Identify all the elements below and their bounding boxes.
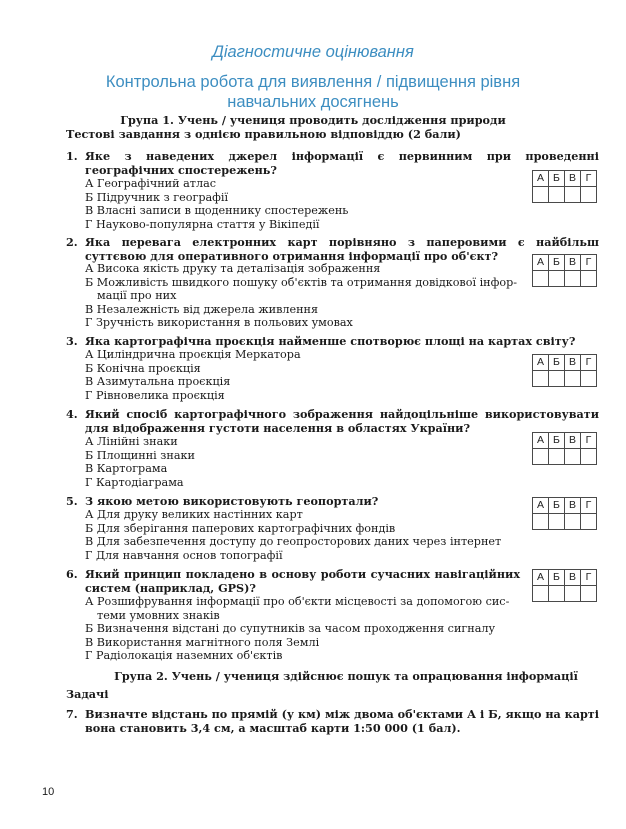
page-number: 10: [42, 786, 55, 798]
question-text: Який спосіб картографічного зображення найдоцільніше використовувати для відображення густоти населення в областях України?: [85, 407, 599, 435]
answer-letter: А: [533, 355, 549, 371]
option-a: А Розшифрування інформації про об'єкти місцевості за допомогою сис-: [85, 595, 510, 608]
answer-letter: В: [565, 570, 581, 586]
answer-grid-6: [532, 569, 597, 602]
answer-letter: А: [533, 255, 549, 271]
answer-cell[interactable]: [533, 371, 549, 387]
tasks-heading: Задачі: [66, 687, 109, 701]
answer-letter: Г: [581, 498, 597, 514]
option-b-continued: мації про них: [97, 289, 177, 303]
option-c: В Для забезпечення доступу до геопросторових даних через інтернет: [85, 535, 502, 549]
question-4: [66, 408, 599, 435]
answer-cell[interactable]: [581, 187, 597, 203]
answer-cell[interactable]: [565, 187, 581, 203]
option-b: Б Підручник з географії: [85, 190, 229, 204]
option-d: Г Рівновелика проєкція: [85, 388, 225, 402]
answer-cell[interactable]: [533, 586, 549, 602]
question-1: [66, 150, 599, 177]
answer-cell[interactable]: [549, 449, 565, 465]
option-d: Г Радіолокація наземних об'єктів: [85, 649, 283, 663]
question-number: 6.: [66, 567, 78, 581]
answer-cell[interactable]: [565, 586, 581, 602]
answer-cell[interactable]: [581, 586, 597, 602]
answer-cell[interactable]: [565, 514, 581, 530]
answer-letter: Б: [549, 171, 565, 187]
answer-letter: А: [533, 171, 549, 187]
option-c: В Незалежність від джерела живлення: [85, 302, 319, 316]
page-subheading: Контрольна робота для виявлення / підвищення рівня навчальних досягнень: [105, 73, 521, 111]
answer-grid-1: [532, 170, 597, 203]
answer-cell[interactable]: [549, 586, 565, 602]
answer-cell[interactable]: [533, 271, 549, 287]
question-text: Яке з наведених джерел інформації є первинним при проведенні географічних спостережень?: [85, 149, 599, 177]
question-number: 2.: [66, 235, 78, 249]
option-a: А Циліндрична проєкція Меркатора: [85, 348, 301, 361]
answer-letter: Г: [581, 433, 597, 449]
group2-title: Група 2. Учень / учениця здійснює пошук та опрацювання інформації: [114, 669, 578, 683]
question-number: 3.: [66, 334, 78, 348]
answer-letter: В: [565, 498, 581, 514]
answer-cell[interactable]: [581, 371, 597, 387]
question-3: [66, 335, 599, 349]
option-c: В Власні записи в щоденнику спостережень: [85, 204, 349, 218]
answer-cell[interactable]: [549, 271, 565, 287]
answer-cell[interactable]: [581, 449, 597, 465]
answer-letter: А: [533, 498, 549, 514]
answer-letter: А: [533, 570, 549, 586]
answer-letter: Г: [581, 171, 597, 187]
question-number: 5.: [66, 494, 78, 508]
answer-letter: В: [565, 255, 581, 271]
question-4-options: [85, 435, 195, 489]
answer-letter: Б: [549, 498, 565, 514]
option-a: А Лінійні знаки: [85, 435, 178, 448]
option-b: Б Конічна проєкція: [85, 361, 201, 375]
option-a: А Географічний атлас: [85, 177, 217, 190]
answer-cell[interactable]: [533, 514, 549, 530]
answer-letter: Г: [581, 570, 597, 586]
question-text: Який принцип покладено в основу роботи сучасних навігаційних систем (наприклад, GPS)?: [85, 567, 520, 595]
answer-grid-5: [532, 497, 597, 530]
option-b: Б Визначення відстані до супутників за часом проходження сигналу: [85, 622, 496, 636]
option-b: Б Можливість швидкого пошуку об'єктів та отримання довідкової інфор-: [85, 275, 518, 289]
option-c: В Азимутальна проєкція: [85, 375, 231, 389]
question-number: 4.: [66, 407, 78, 421]
answer-letter: Г: [581, 255, 597, 271]
question-3-options: [85, 348, 301, 402]
group1-title: Група 1. Учень / учениця проводить дослідження природи: [120, 113, 506, 127]
answer-cell[interactable]: [549, 514, 565, 530]
option-d: Г Науково-популярна стаття у Вікіпедії: [85, 217, 320, 231]
answer-cell[interactable]: [533, 187, 549, 203]
answer-letter: Б: [549, 433, 565, 449]
option-a-continued: теми умовних знаків: [97, 608, 220, 622]
question-2: [66, 236, 599, 263]
answer-cell[interactable]: [581, 271, 597, 287]
task-number: 7.: [66, 707, 78, 721]
answer-letter: Б: [549, 355, 565, 371]
option-c: В Картограма: [85, 462, 168, 476]
option-c: В Використання магнітного поля Землі: [85, 635, 320, 649]
question-text: Яка картографічна проєкція найменше спотворює площі на картах світу?: [85, 334, 576, 348]
option-b: Б Для зберігання паперових картографічних фондів: [85, 521, 396, 535]
question-number: 1.: [66, 149, 78, 163]
group1-instruction: Тестові завдання з однією правильною відповіддю (2 бали): [66, 127, 461, 141]
page-heading: Діагностичне оцінювання: [212, 43, 414, 61]
question-5: [66, 495, 599, 509]
answer-cell[interactable]: [581, 514, 597, 530]
answer-grid-3: [532, 354, 597, 387]
question-text: З якою метою використовують геопортали?: [85, 494, 379, 508]
answer-cell[interactable]: [565, 271, 581, 287]
question-2-options: [85, 262, 517, 330]
option-a: А Висока якість друку та деталізація зображення: [85, 262, 381, 275]
question-5-options: [85, 508, 501, 562]
answer-letter: В: [565, 433, 581, 449]
question-6: [66, 568, 520, 595]
option-a: А Для друку великих настінних карт: [85, 508, 303, 521]
option-b: Б Площинні знаки: [85, 448, 195, 462]
question-6-options: [85, 595, 509, 663]
answer-cell[interactable]: [565, 371, 581, 387]
answer-cell[interactable]: [549, 187, 565, 203]
answer-letter: Г: [581, 355, 597, 371]
option-d: Г Картодіаграма: [85, 475, 184, 489]
answer-letter: В: [565, 171, 581, 187]
answer-cell[interactable]: [565, 449, 581, 465]
task-text: Визначте відстань по прямій (у км) між двома об'єктами А і Б, якщо на карті вона становить 3,4 см, а масштаб карти 1:50 000 (1 бал).: [85, 707, 599, 735]
option-d: Г Зручність використання в польових умовах: [85, 316, 353, 330]
answer-grid-4: [532, 432, 597, 465]
answer-letter: Б: [549, 255, 565, 271]
option-d: Г Для навчання основ топографії: [85, 548, 283, 562]
answer-letter: В: [565, 355, 581, 371]
question-text: Яка перевага електронних карт порівняно з паперовими є найбільш суттєвою для оперативного отримання інформації про об'єкт?: [85, 235, 599, 263]
answer-letter: Б: [549, 570, 565, 586]
answer-cell[interactable]: [549, 371, 565, 387]
answer-letter: А: [533, 433, 549, 449]
answer-grid-2: [532, 254, 597, 287]
answer-cell[interactable]: [533, 449, 549, 465]
task-7: [66, 708, 599, 735]
question-1-options: [85, 177, 348, 231]
